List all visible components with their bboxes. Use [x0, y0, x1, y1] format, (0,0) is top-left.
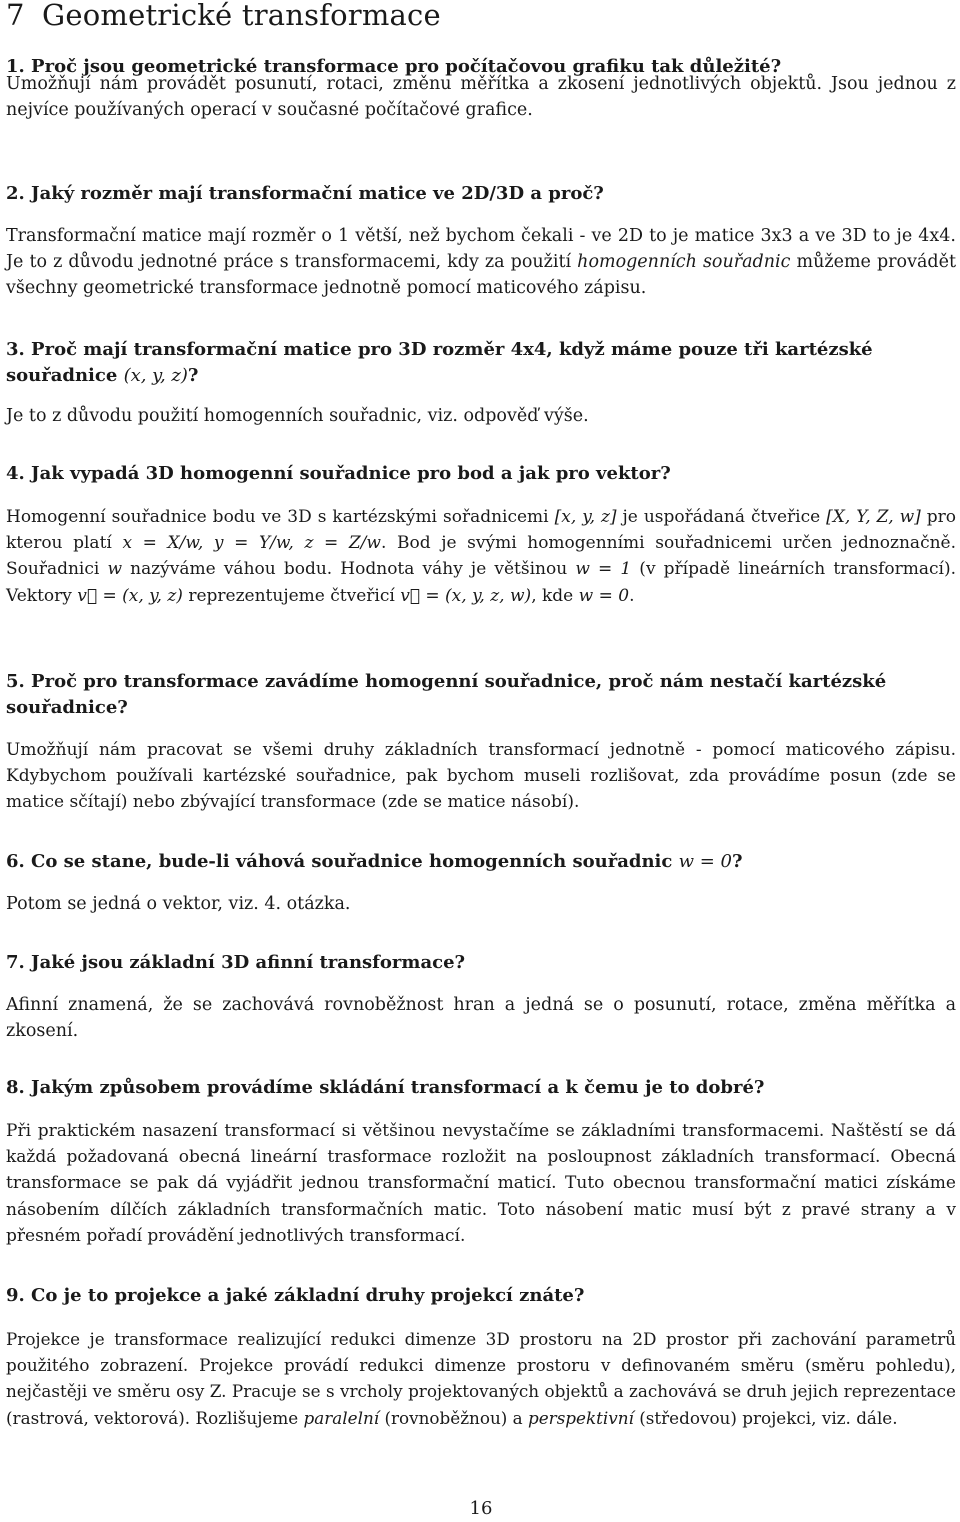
question-6-math: w = 0: [678, 851, 732, 872]
term-perspective: perspektivní: [528, 1407, 634, 1428]
answer-7: Afinní znamená, že se zachovává rovnoběžnost hran a jedná se o posunutí, rotace, změna měřítka a zkosení.: [6, 995, 956, 1042]
chapter-heading: [6, 0, 441, 32]
question-8: 8. Jakým způsobem provádíme skládání transformací a k čemu je to dobré?: [6, 1077, 765, 1098]
term-homogeneous: homogenních souřadnic: [577, 252, 791, 273]
answer-4: Homogenní souřadnice bodu ve 3D s kartézskými sořadnicemi [x, y, z] je uspořádaná čtveřice [X, Y, Z, w] pro kterou platí x = X/w, y = Y/w, z = Z/w. Bod je svými homogenními souřadnicemi určen jednoznačně. Souřadnici w nazýváme váhou bodu. Hodnota váhy je většinou w = 1 (v případě lineárních transformací). Vektory v⃗ = (x, y, z) reprezentujeme čtveřicí v⃗ = (x, y, z, w), kde w = 0.: [6, 507, 957, 606]
question-9: 9. Co je to projekce a jaké základní druhy projekcí znáte?: [6, 1285, 585, 1306]
answer-2: Transformační matice mají rozměr o 1 větší, než bychom čekali - ve 2D to je matice 3x3 a ve 3D to je 4x4. Je to z důvodu jednotné práce s transformacemi, kdy za použití homogenních souřadnic můžeme provádět všechny geometrické transformace jednotně pomocí maticového zápisu.: [6, 226, 956, 299]
question-7: 7. Jaké jsou základní 3D afinní transformace?: [6, 952, 466, 973]
term-parallel: paralelní: [303, 1407, 380, 1428]
answer-3: Je to z důvodu použití homogenních souřadnic, viz. odpověď výše.: [6, 406, 589, 426]
chapter-number: 7: [6, 0, 25, 32]
question-1: 1. Proč jsou geometrické transformace pro počítačovou grafiku tak důležité?: [6, 56, 782, 77]
question-6: 6. Co se stane, bude-li váhová souřadnice homogenních souřadnic w = 0?: [6, 851, 743, 872]
answer-9: Projekce je transformace realizující redukci dimenze 3D prostoru na 2D prostor při zachování parametrů použitého zobrazení. Projekce provádí redukci dimenze prostoru v definovaném směru (směru pohledu), nejčastěji ve směru osy Z. Pracuje se s vrcholy projektovaných objektů a zachovává se druh jejich reprezentace (rastrová, vektorová). Rozlišujeme paralelní (rovnoběžnou) a perspektivní (středovou) projekci, viz. dále.: [6, 1329, 956, 1428]
chapter-title: Geometrické transformace: [42, 0, 441, 32]
question-3-math: (x, y, z): [123, 365, 188, 386]
question-2: 2. Jaký rozměr mají transformační matice ve 2D/3D a proč?: [6, 183, 604, 204]
question-3: 3. Proč mají transformační matice pro 3D rozměr 4x4, když máme pouze tři kartézské souřadnice (x, y, z)?: [6, 339, 873, 386]
question-4: 4. Jak vypadá 3D homogenní souřadnice pro bod a jak pro vektor?: [6, 463, 671, 484]
question-5: 5. Proč pro transformace zavádíme homogenní souřadnice, proč nám nestačí kartézské souřadnice?: [6, 671, 887, 718]
answer-6: Potom se jedná o vektor, viz. 4. otázka.: [6, 894, 351, 914]
answer-1: Umožňují nám provádět posunutí, rotaci, změnu měřítka a zkosení jednotlivých objektů. Jsou jednou z nejvíce používaných operací v současné počítačové grafice.: [6, 74, 956, 121]
page-number: 16: [469, 1498, 493, 1519]
answer-8: Při praktickém nasazení transformací si většinou nevystačíme se základními transformacemi. Naštěstí se dá každá požadovaná obecná lineární trasformace rozložit na posloupnost základních transformací. Obecná transformace se pak dá vyjádřit jednou transformační maticí. Tuto obecnou transformační matici získáme násobením dílčích základních transformačních matic. Toto násobení matic musí být z pravé strany a v přesném pořadí provádění jednotlivých transformací.: [6, 1121, 956, 1246]
answer-5: Umožňují nám pracovat se všemi druhy základních transformací jednotně - pomocí maticového zápisu. Kdybychom používali kartézské souřadnice, pak bychom museli rozlišovat, zda provádíme posun (zde se matice sčítají) nebo zbývající transformace (zde se matice násobí).: [6, 740, 956, 813]
